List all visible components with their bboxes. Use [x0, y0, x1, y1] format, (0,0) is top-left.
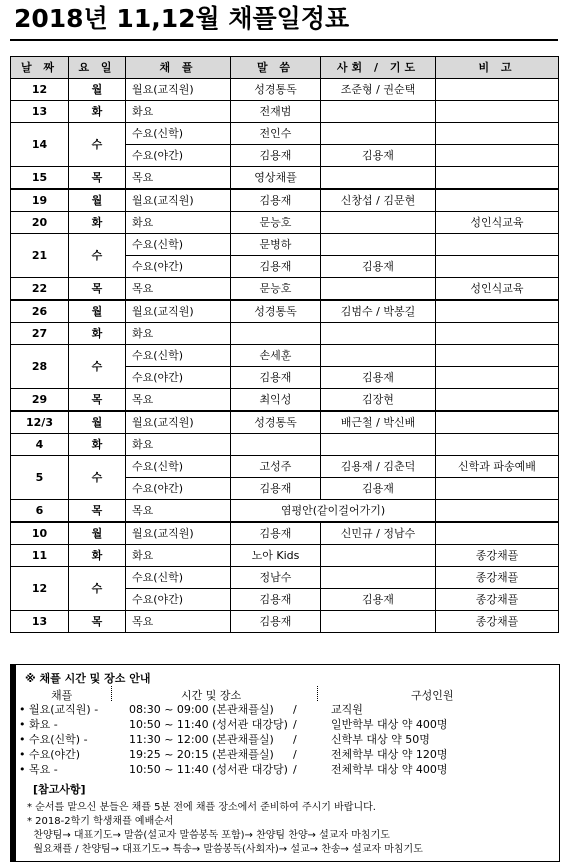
reference-heading: [참고사항]	[33, 783, 86, 796]
info-slash: /	[293, 718, 297, 731]
note-cell	[436, 367, 559, 389]
host-prayer-cell: 배근철 / 박신배	[321, 411, 436, 434]
speaker-cell: 손세훈	[231, 345, 321, 367]
date-cell: 29	[11, 389, 69, 412]
speaker-cell: 최익성	[231, 389, 321, 412]
chapel-cell: 화요	[126, 101, 231, 123]
date-cell: 19	[11, 189, 69, 212]
weekday-cell: 월	[69, 189, 126, 212]
reference-line: 찬양팀→ 대표기도→ 말씀(설교자 말씀봉독 포함)→ 찬양팀 찬양→ 설교자 마침기도	[27, 830, 390, 841]
info-col-time: 시간 및 장소	[181, 689, 242, 702]
note-cell	[436, 323, 559, 345]
weekday-cell: 월	[69, 79, 126, 101]
info-row	[11, 702, 559, 718]
speaker-cell: 전인수	[231, 123, 321, 145]
host-prayer-cell: 김용재	[321, 367, 436, 389]
note-cell	[436, 79, 559, 101]
chapel-cell: 월요(교직원)	[126, 411, 231, 434]
weekday-cell: 수	[69, 123, 126, 167]
table-row	[11, 167, 559, 190]
note-cell	[436, 145, 559, 167]
chapel-cell: 목요	[126, 278, 231, 301]
table-row	[11, 123, 559, 145]
host-prayer-cell	[321, 234, 436, 256]
table-row	[11, 500, 559, 523]
note-cell	[436, 478, 559, 500]
host-prayer-cell: 김장현	[321, 389, 436, 412]
weekday-cell: 월	[69, 411, 126, 434]
note-cell	[436, 345, 559, 367]
date-cell: 28	[11, 345, 69, 389]
speaker-cell: 김용재	[231, 256, 321, 278]
note-cell	[436, 189, 559, 212]
note-cell: 신학과 파송예배	[436, 456, 559, 478]
reference-line: 월요채플 / 찬양팀→ 대표기도→ 특송→ 말씀봉독(사회자)→ 설교→ 찬송→ 설교자 마침기도	[27, 844, 423, 855]
chapel-cell: 월요(교직원)	[126, 79, 231, 101]
weekday-cell: 화	[69, 212, 126, 234]
speaker-cell: 문능호	[231, 278, 321, 301]
info-members: 교직원	[331, 703, 363, 716]
info-col-chapel: 채플	[51, 689, 73, 702]
date-cell: 26	[11, 300, 69, 323]
weekday-cell: 화	[69, 545, 126, 567]
host-prayer-cell: 조준형 / 권순택	[321, 79, 436, 101]
info-chapel: • 화요 -	[19, 718, 58, 731]
weekday-cell: 목	[69, 611, 126, 633]
weekday-cell: 목	[69, 500, 126, 523]
info-members: 신학부 대상 약 50명	[331, 733, 430, 746]
speaker-cell: 노아 Kids	[231, 545, 321, 567]
chapel-cell: 수요(야간)	[126, 478, 231, 500]
speaker-cell: 전재범	[231, 101, 321, 123]
note-cell	[436, 167, 559, 190]
title-underline	[10, 39, 558, 41]
column-header: 사회 / 기도	[321, 57, 436, 79]
speaker-cell: 김용재	[231, 145, 321, 167]
info-time: 10:50 ~ 11:40 (성서관 대강당)	[129, 763, 288, 776]
date-cell: 11	[11, 545, 69, 567]
speaker-cell: 김용재	[231, 478, 321, 500]
weekday-cell: 화	[69, 434, 126, 456]
table-row	[11, 611, 559, 633]
date-cell: 13	[11, 101, 69, 123]
info-heading: ※ 채플 시간 및 장소 안내	[25, 672, 151, 685]
info-slash: /	[293, 703, 297, 716]
host-prayer-cell	[321, 167, 436, 190]
chapel-cell: 월요(교직원)	[126, 522, 231, 545]
speaker-cell: 문병하	[231, 234, 321, 256]
info-members: 일반학부 대상 약 400명	[331, 718, 448, 731]
info-row	[11, 732, 559, 748]
speaker-cell: 성경통독	[231, 79, 321, 101]
note-cell	[436, 101, 559, 123]
merged-speaker-cell: 염평안(같이걸어가기)	[231, 500, 436, 523]
chapel-cell: 수요(신학)	[126, 345, 231, 367]
table-row	[11, 567, 559, 589]
weekday-cell: 수	[69, 567, 126, 611]
chapel-cell: 화요	[126, 434, 231, 456]
host-prayer-cell: 김범수 / 박봉길	[321, 300, 436, 323]
host-prayer-cell: 신민규 / 정남수	[321, 522, 436, 545]
reference-line: * 순서를 맡으신 분들은 채플 5분 전에 채플 장소에서 준비하여 주시기 바랍니다.	[27, 802, 376, 813]
info-slash: /	[293, 733, 297, 746]
info-chapel: • 수요(신학) -	[19, 733, 88, 746]
chapel-cell: 수요(야간)	[126, 589, 231, 611]
host-prayer-cell	[321, 123, 436, 145]
speaker-cell: 영상채플	[231, 167, 321, 190]
table-row	[11, 434, 559, 456]
info-row	[11, 762, 559, 778]
column-header: 비 고	[436, 57, 559, 79]
col-divider	[317, 686, 318, 701]
chapel-info-box	[10, 664, 560, 862]
table-row	[11, 189, 559, 212]
note-cell	[436, 234, 559, 256]
speaker-cell: 성경통독	[231, 411, 321, 434]
host-prayer-cell	[321, 545, 436, 567]
chapel-cell: 화요	[126, 323, 231, 345]
weekday-cell: 월	[69, 300, 126, 323]
info-slash: /	[293, 748, 297, 761]
date-cell: 27	[11, 323, 69, 345]
note-cell: 종강채플	[436, 567, 559, 589]
chapel-cell: 수요(야간)	[126, 145, 231, 167]
note-cell: 종강채플	[436, 545, 559, 567]
date-cell: 12/3	[11, 411, 69, 434]
speaker-cell: 문능호	[231, 212, 321, 234]
column-header: 말 씀	[231, 57, 321, 79]
info-members: 전체학부 대상 약 120명	[331, 748, 448, 761]
weekday-cell: 화	[69, 323, 126, 345]
date-cell: 22	[11, 278, 69, 301]
weekday-cell: 수	[69, 456, 126, 500]
speaker-cell	[231, 323, 321, 345]
table-row	[11, 522, 559, 545]
note-cell	[436, 434, 559, 456]
date-cell: 21	[11, 234, 69, 278]
column-header: 날 짜	[11, 57, 69, 79]
date-cell: 12	[11, 567, 69, 611]
weekday-cell: 수	[69, 234, 126, 278]
info-row	[11, 747, 559, 763]
chapel-cell: 수요(신학)	[126, 567, 231, 589]
note-cell	[436, 411, 559, 434]
host-prayer-cell	[321, 611, 436, 633]
chapel-cell: 화요	[126, 545, 231, 567]
weekday-cell: 목	[69, 167, 126, 190]
weekday-cell: 월	[69, 522, 126, 545]
table-row	[11, 300, 559, 323]
host-prayer-cell	[321, 434, 436, 456]
host-prayer-cell: 신창섭 / 김문현	[321, 189, 436, 212]
note-cell: 종강채플	[436, 589, 559, 611]
info-chapel: • 목요 -	[19, 763, 58, 776]
chapel-cell: 수요(야간)	[126, 367, 231, 389]
date-cell: 4	[11, 434, 69, 456]
chapel-cell: 수요(신학)	[126, 234, 231, 256]
host-prayer-cell: 김용재	[321, 589, 436, 611]
table-row	[11, 389, 559, 412]
date-cell: 6	[11, 500, 69, 523]
host-prayer-cell: 김용재 / 김춘덕	[321, 456, 436, 478]
table-row	[11, 278, 559, 301]
chapel-cell: 화요	[126, 212, 231, 234]
date-cell: 10	[11, 522, 69, 545]
host-prayer-cell: 김용재	[321, 145, 436, 167]
table-row	[11, 345, 559, 367]
col-divider	[111, 686, 112, 701]
date-cell: 15	[11, 167, 69, 190]
date-cell: 20	[11, 212, 69, 234]
note-cell	[436, 256, 559, 278]
weekday-cell: 화	[69, 101, 126, 123]
host-prayer-cell	[321, 278, 436, 301]
table-header-row	[11, 57, 559, 79]
info-chapel: • 월요(교직원) -	[19, 703, 99, 716]
info-chapel: • 수요(야간)	[19, 748, 81, 761]
date-cell: 12	[11, 79, 69, 101]
note-cell	[436, 522, 559, 545]
speaker-cell: 고성주	[231, 456, 321, 478]
info-members: 전체학부 대상 약 400명	[331, 763, 448, 776]
host-prayer-cell	[321, 212, 436, 234]
info-time: 10:50 ~ 11:40 (성서관 대강당)	[129, 718, 288, 731]
note-cell: 종강채플	[436, 611, 559, 633]
note-cell	[436, 500, 559, 523]
chapel-cell: 월요(교직원)	[126, 300, 231, 323]
speaker-cell: 성경통독	[231, 300, 321, 323]
host-prayer-cell: 김용재	[321, 478, 436, 500]
table-row	[11, 101, 559, 123]
speaker-cell: 김용재	[231, 589, 321, 611]
chapel-cell: 목요	[126, 500, 231, 523]
host-prayer-cell	[321, 345, 436, 367]
info-time: 08:30 ~ 09:00 (본관채플실)	[129, 703, 274, 716]
table-row	[11, 79, 559, 101]
note-cell: 성인식교육	[436, 278, 559, 301]
table-row	[11, 323, 559, 345]
speaker-cell: 정남수	[231, 567, 321, 589]
chapel-cell: 월요(교직원)	[126, 189, 231, 212]
host-prayer-cell	[321, 567, 436, 589]
speaker-cell: 김용재	[231, 611, 321, 633]
column-header: 요 일	[69, 57, 126, 79]
weekday-cell: 수	[69, 345, 126, 389]
note-cell: 성인식교육	[436, 212, 559, 234]
schedule-table	[10, 56, 559, 633]
chapel-cell: 수요(신학)	[126, 123, 231, 145]
speaker-cell: 김용재	[231, 367, 321, 389]
info-row	[11, 717, 559, 733]
speaker-cell: 김용재	[231, 189, 321, 212]
date-cell: 13	[11, 611, 69, 633]
date-cell: 14	[11, 123, 69, 167]
chapel-cell: 목요	[126, 389, 231, 412]
table-row	[11, 411, 559, 434]
host-prayer-cell	[321, 101, 436, 123]
chapel-cell: 목요	[126, 611, 231, 633]
weekday-cell: 목	[69, 278, 126, 301]
weekday-cell: 목	[69, 389, 126, 412]
note-cell	[436, 123, 559, 145]
table-row	[11, 456, 559, 478]
speaker-cell	[231, 434, 321, 456]
host-prayer-cell	[321, 323, 436, 345]
date-cell: 5	[11, 456, 69, 500]
table-row	[11, 234, 559, 256]
table-row	[11, 545, 559, 567]
host-prayer-cell: 김용재	[321, 256, 436, 278]
reference-line: * 2018-2학기 학생채플 예배순서	[27, 816, 174, 827]
note-cell	[436, 300, 559, 323]
chapel-cell: 수요(야간)	[126, 256, 231, 278]
speaker-cell: 김용재	[231, 522, 321, 545]
chapel-cell: 수요(신학)	[126, 456, 231, 478]
info-col-members: 구성인원	[411, 689, 454, 702]
info-slash: /	[293, 763, 297, 776]
column-header: 채 플	[126, 57, 231, 79]
info-time: 11:30 ~ 12:00 (본관채플실)	[129, 733, 274, 746]
chapel-cell: 목요	[126, 167, 231, 190]
info-time: 19:25 ~ 20:15 (본관채플실)	[129, 748, 274, 761]
page-title: 2018년 11,12월 채플일정표	[14, 4, 350, 33]
table-row	[11, 212, 559, 234]
note-cell	[436, 389, 559, 412]
